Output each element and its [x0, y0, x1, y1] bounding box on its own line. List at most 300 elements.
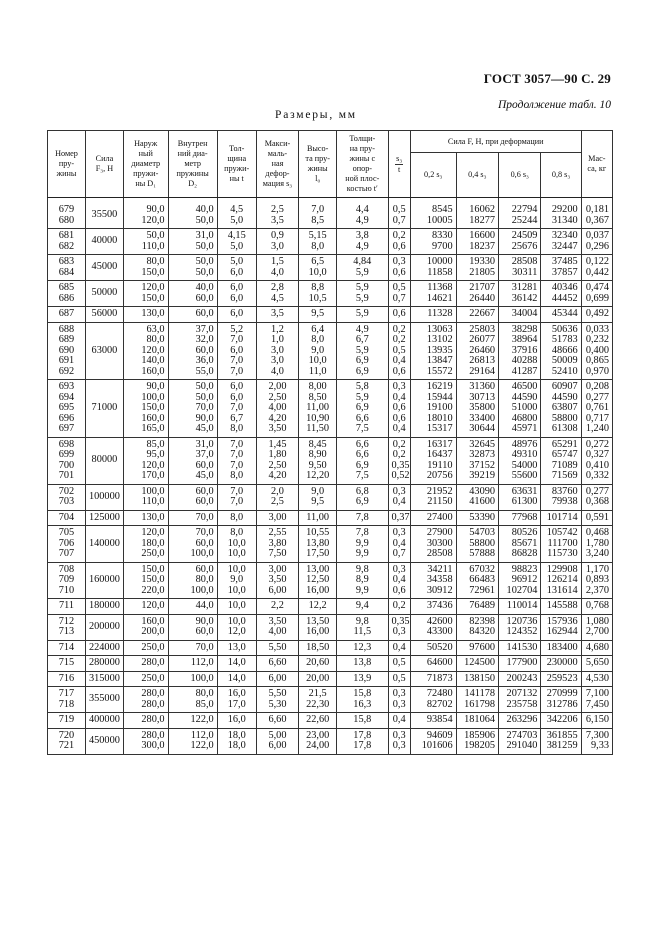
- cell-force-06: [499, 599, 541, 615]
- cell-force-04: [456, 687, 498, 713]
- cell-value: 120,0: [141, 214, 165, 226]
- cell-force-08: [541, 307, 581, 323]
- cell-value: 5,0: [230, 240, 244, 252]
- cell-value: 177900: [506, 657, 538, 668]
- table-row: [48, 614, 613, 640]
- cell-value: 0,4: [392, 423, 406, 434]
- cell-force-04: [456, 640, 498, 656]
- cell-value: 101714: [546, 511, 578, 523]
- cell-value: 15944: [426, 391, 453, 403]
- cell-ratio: [388, 307, 410, 323]
- cell-value: 680: [58, 214, 75, 226]
- cell-value: 38964: [511, 334, 538, 345]
- cell-ratio: [388, 526, 410, 563]
- cell-spring-number: [48, 526, 86, 563]
- cell-value: 708: [58, 563, 75, 575]
- cell-outer-diameter: [123, 229, 168, 255]
- cell-value: 44,0: [195, 600, 214, 611]
- cell-spring-number: [48, 728, 86, 754]
- cell-value: 110014: [506, 600, 538, 611]
- cell-inner-diameter: [168, 229, 217, 255]
- cell-value: 16,0: [227, 714, 246, 725]
- cell-value: 15572: [426, 365, 453, 377]
- cell-value: 1,0: [271, 334, 284, 345]
- cell-value: 30644: [469, 423, 496, 434]
- cell-support-thickness: [337, 198, 388, 229]
- cell-value: 7,0: [230, 365, 244, 377]
- cell-value: 80,0: [195, 688, 214, 699]
- cell-thickness: [217, 687, 256, 713]
- cell-value: 79938: [551, 496, 578, 507]
- cell-height: [299, 484, 337, 510]
- cell-value: 138150: [464, 672, 496, 684]
- cell-max-deformation: [256, 281, 298, 307]
- cell-value: 6,6: [355, 449, 369, 460]
- cell-value: 12,0: [227, 626, 246, 637]
- cell-inner-diameter: [168, 687, 217, 713]
- cell-support-thickness: [337, 437, 388, 484]
- cell-inner-diameter: [168, 671, 217, 687]
- cell-value: 10,0: [227, 615, 246, 627]
- cell-outer-diameter: [123, 671, 168, 687]
- cell-max-deformation: [256, 599, 298, 615]
- cell-spring-number: [48, 437, 86, 484]
- col-header-outer-diameter: [123, 131, 168, 198]
- cell-outer-diameter: [123, 307, 168, 323]
- cell-value: 6,9: [355, 402, 369, 413]
- cell-value: 150,0: [141, 292, 165, 304]
- cell-outer-diameter: [123, 510, 168, 526]
- cell-thickness: [217, 198, 256, 229]
- header-line: жины: [307, 164, 328, 173]
- cell-value: 120,0: [141, 600, 165, 611]
- cell-value: 82702: [426, 698, 453, 710]
- cell-value: 720: [58, 729, 75, 741]
- cell-value: 122,0: [190, 714, 214, 725]
- cell-value: 8,0: [311, 334, 325, 345]
- header-line: Внутрен: [177, 139, 208, 148]
- cell-support-thickness: [337, 713, 388, 729]
- cell-value: 0,272: [585, 438, 609, 450]
- cell-value: 2,2: [271, 600, 284, 611]
- cell-outer-diameter: [123, 281, 168, 307]
- cell-value: 9,8: [355, 563, 369, 575]
- cell-value: 694: [58, 391, 75, 403]
- table-row: [48, 510, 613, 526]
- cell-value: 8,0: [230, 527, 244, 538]
- col-header-support-thickness: [337, 131, 388, 198]
- cell-value: 5,650: [585, 657, 609, 668]
- cell-value: 111700: [547, 537, 578, 549]
- cell-value: 0,7: [392, 214, 406, 226]
- cell-force-02: [410, 671, 456, 687]
- header-line: маль-: [267, 149, 288, 158]
- cell-value: 180,0: [141, 537, 165, 549]
- cell-value: 0,2: [392, 600, 406, 611]
- cell-ratio: [388, 322, 410, 380]
- cell-thickness: [217, 322, 256, 380]
- cell-force: 35500: [85, 198, 123, 229]
- cell-value: 82398: [469, 615, 496, 627]
- cell-value: 13,0: [227, 641, 246, 653]
- cell-value: 0,5: [392, 672, 406, 684]
- cell-value: 19110: [427, 459, 453, 471]
- cell-value: 100,0: [141, 485, 165, 497]
- header-line: на пру-: [349, 144, 375, 153]
- cell-value: 717: [58, 688, 75, 699]
- cell-value: 0,52: [391, 470, 410, 481]
- cell-value: 102704: [506, 584, 538, 596]
- cell-value: 160,0: [141, 365, 165, 377]
- cell-value: 6,150: [585, 714, 609, 725]
- cell-force: 180000: [85, 599, 123, 615]
- cell-inner-diameter: [168, 562, 217, 599]
- cell-value: 4,9: [355, 214, 369, 226]
- cell-force-04: [456, 255, 498, 281]
- cell-value: 0,6: [392, 412, 406, 424]
- cell-value: 6,0: [230, 344, 244, 356]
- cell-value: 120,0: [141, 344, 165, 356]
- cell-force-06: [499, 229, 541, 255]
- cell-force-02: [410, 713, 456, 729]
- cell-value: 18,0: [227, 729, 246, 741]
- standard-header: ГОСТ 3057—90 С. 29: [483, 71, 611, 86]
- cell-value: 0,181: [585, 204, 609, 215]
- cell-max-deformation: [256, 640, 298, 656]
- cell-value: 150,0: [141, 574, 165, 585]
- cell-value: 7,0: [230, 402, 244, 413]
- cell-value: 0,6: [392, 584, 406, 596]
- cell-value: 71089: [551, 459, 578, 471]
- cell-value: 4,530: [585, 672, 609, 684]
- header-line: жины: [56, 169, 77, 178]
- cell-height: [299, 640, 337, 656]
- cell-thickness: [217, 307, 256, 323]
- cell-support-thickness: [337, 599, 388, 615]
- cell-value: 707: [58, 548, 75, 559]
- cell-value: 3,5: [271, 308, 284, 319]
- cell-force-08: [541, 198, 581, 229]
- cell-value: 0,3: [392, 698, 406, 710]
- header-line: ной плос-: [345, 174, 380, 183]
- cell-value: 32873: [469, 449, 496, 460]
- cell-mass: [581, 437, 612, 484]
- cell-value: 50,0: [195, 256, 214, 267]
- cell-value: 12,2: [308, 600, 327, 611]
- cell-value: 160,0: [141, 412, 165, 424]
- cell-value: 122,0: [190, 740, 214, 751]
- cell-value: 4,00: [268, 402, 287, 413]
- table-row: [48, 562, 613, 599]
- col-header-force-06: 0,6 s₃: [499, 153, 541, 198]
- header-line: Толщи-: [349, 134, 376, 143]
- cell-value: 3,0: [271, 355, 284, 366]
- cell-value: 0,4: [392, 537, 406, 549]
- cell-value: 698: [58, 438, 75, 450]
- cell-value: 145588: [546, 600, 578, 611]
- cell-value: 80,0: [146, 334, 165, 345]
- col-header-height: [299, 131, 337, 198]
- col-header-force-02: 0,2 s₃: [410, 153, 456, 198]
- table-row: [48, 322, 613, 380]
- table-row: [48, 526, 613, 563]
- cell-outer-diameter: [123, 437, 168, 484]
- cell-thickness: [217, 255, 256, 281]
- cell-value: 124352: [506, 626, 538, 637]
- cell-value: 18010: [426, 412, 453, 424]
- cell-force: 160000: [85, 562, 123, 599]
- cell-value: 37,0: [195, 323, 214, 335]
- table-row: [48, 671, 613, 687]
- cell-value: 131614: [546, 584, 578, 596]
- cell-mass: [581, 255, 612, 281]
- cell-value: 16317: [426, 438, 453, 450]
- cell-value: 54000: [511, 459, 538, 471]
- cell-value: 24509: [511, 230, 538, 241]
- cell-value: 250,0: [141, 548, 165, 559]
- cell-value: 6,0: [230, 266, 244, 278]
- cell-value: 40346: [551, 282, 578, 293]
- cell-value: 13,00: [306, 563, 330, 575]
- header-line: диаметр: [131, 159, 161, 168]
- cell-value: 77968: [511, 511, 538, 523]
- cell-value: 61300: [511, 496, 538, 507]
- cell-value: 0,893: [585, 574, 609, 585]
- cell-value: 14,0: [227, 672, 246, 684]
- table-row: [48, 656, 613, 672]
- cell-max-deformation: [256, 687, 298, 713]
- cell-value: 29200: [551, 204, 578, 215]
- cell-mass: [581, 307, 612, 323]
- cell-value: 0,6: [392, 402, 406, 413]
- cell-value: 7,0: [230, 449, 244, 460]
- cell-value: 22,30: [306, 698, 330, 710]
- cell-value: 0,3: [392, 688, 406, 699]
- cell-mass: [581, 281, 612, 307]
- cell-force: 63000: [85, 322, 123, 380]
- cell-force-02: [410, 281, 456, 307]
- cell-inner-diameter: [168, 510, 217, 526]
- cell-value: 270999: [546, 688, 578, 699]
- cell-outer-diameter: [123, 640, 168, 656]
- cell-value: 26440: [469, 292, 496, 304]
- cell-value: 688: [58, 323, 75, 335]
- cell-value: 51783: [551, 334, 578, 345]
- cell-ratio: [388, 640, 410, 656]
- cell-value: 0,400: [585, 344, 609, 356]
- cell-value: 10,55: [306, 527, 330, 538]
- cell-value: 34004: [511, 308, 538, 319]
- cell-value: 40288: [511, 355, 538, 366]
- cell-value: 18,0: [227, 740, 246, 751]
- cell-value: 7,0: [230, 438, 244, 450]
- cell-thickness: [217, 281, 256, 307]
- cell-spring-number: [48, 671, 86, 687]
- cell-value: 30912: [426, 584, 453, 596]
- cell-ratio: [388, 728, 410, 754]
- cell-value: 7,450: [585, 698, 609, 710]
- cell-value: 33400: [469, 412, 496, 424]
- cell-value: 9700: [432, 240, 453, 252]
- cell-thickness: [217, 229, 256, 255]
- cell-force-04: [456, 437, 498, 484]
- cell-max-deformation: [256, 322, 298, 380]
- cell-value: 291040: [506, 740, 538, 751]
- cell-inner-diameter: [168, 526, 217, 563]
- cell-value: 97600: [469, 641, 496, 653]
- cell-value: 693: [58, 381, 75, 392]
- cell-value: 8,9: [355, 574, 369, 585]
- cell-value: 72480: [426, 688, 453, 699]
- cell-value: 43300: [426, 626, 453, 637]
- col-header-force: [85, 131, 123, 198]
- header-line: щина: [227, 154, 247, 163]
- cell-value: 9,8: [355, 615, 369, 627]
- cell-value: 701: [58, 470, 75, 481]
- cell-inner-diameter: [168, 322, 217, 380]
- cell-value: 0,5: [392, 282, 406, 293]
- cell-value: 6,60: [268, 657, 287, 668]
- cell-value: 5,9: [355, 292, 369, 304]
- cell-value: 110,0: [141, 496, 165, 507]
- cell-support-thickness: [337, 562, 388, 599]
- cell-value: 11328: [427, 308, 453, 319]
- cell-value: 86828: [511, 548, 538, 559]
- cell-force-08: [541, 281, 581, 307]
- cell-outer-diameter: [123, 562, 168, 599]
- cell-value: 12,20: [306, 470, 330, 481]
- cell-force: 125000: [85, 510, 123, 526]
- header-line: та пру-: [305, 154, 330, 163]
- cell-height: [299, 728, 337, 754]
- cell-force-08: [541, 656, 581, 672]
- cell-value: 54703: [469, 527, 496, 538]
- cell-value: 5,50: [268, 641, 287, 653]
- header-line: D₂: [188, 179, 198, 188]
- cell-value: 13,9: [353, 672, 372, 684]
- cell-support-thickness: [337, 484, 388, 510]
- cell-value: 5,15: [308, 230, 327, 241]
- cell-outer-diameter: [123, 614, 168, 640]
- cell-value: 45344: [551, 308, 578, 319]
- cell-value: 183400: [546, 641, 578, 653]
- cell-inner-diameter: [168, 437, 217, 484]
- table-row: [48, 281, 613, 307]
- cell-force-04: [456, 322, 498, 380]
- cell-value: 686: [58, 292, 75, 304]
- cell-force-02: [410, 198, 456, 229]
- cell-value: 45,0: [195, 470, 214, 481]
- cell-force-06: [499, 640, 541, 656]
- cell-value: 80,0: [146, 256, 165, 267]
- cell-value: 83760: [551, 485, 578, 497]
- cell-mass: [581, 510, 612, 526]
- cell-value: 23,00: [306, 729, 330, 741]
- cell-height: [299, 322, 337, 380]
- cell-value: 7,8: [355, 511, 369, 523]
- cell-value: 713: [58, 626, 75, 637]
- cell-ratio: [388, 484, 410, 510]
- col-header-forces-group: Сила F, Н, при деформации: [410, 131, 581, 153]
- cell-value: 50,0: [195, 381, 214, 392]
- cell-value: 9,4: [355, 600, 369, 611]
- cell-value: 0,5: [392, 344, 406, 356]
- cell-value: 10,0: [227, 600, 246, 611]
- col-header-thickness: [217, 131, 256, 198]
- cell-value: 52410: [551, 365, 578, 377]
- cell-height: [299, 671, 337, 687]
- cell-outer-diameter: [123, 484, 168, 510]
- header-line: са, кг: [587, 164, 607, 173]
- cell-value: 8,0: [311, 240, 325, 252]
- cell-inner-diameter: [168, 614, 217, 640]
- cell-value: 60,0: [195, 537, 214, 549]
- cell-value: 0,3: [392, 729, 406, 741]
- cell-mass: [581, 322, 612, 380]
- cell-value: 6,6: [355, 438, 369, 450]
- cell-value: 711: [58, 600, 75, 611]
- cell-height: [299, 229, 337, 255]
- cell-value: 6,0: [230, 308, 244, 319]
- cell-value: 71873: [426, 672, 453, 684]
- cell-mass: [581, 526, 612, 563]
- header-line: мация s₃: [262, 179, 293, 188]
- cell-force-06: [499, 322, 541, 380]
- cell-force-04: [456, 198, 498, 229]
- cell-value: 12,50: [306, 574, 330, 585]
- cell-value: 16,00: [306, 626, 330, 637]
- cell-value: 704: [58, 511, 75, 523]
- cell-value: 3,80: [268, 537, 287, 549]
- cell-force-04: [456, 307, 498, 323]
- cell-value: 6,5: [311, 256, 325, 267]
- cell-force: 355000: [85, 687, 123, 713]
- cell-value: 705: [58, 527, 75, 538]
- cell-value: 7,5: [355, 423, 369, 434]
- cell-value: 714: [58, 641, 75, 653]
- cell-value: 29164: [469, 365, 496, 377]
- cell-value: 10,90: [306, 412, 330, 424]
- header-line: костью t′: [346, 184, 378, 193]
- cell-value: 3,50: [268, 615, 287, 627]
- cell-thickness: [217, 614, 256, 640]
- cell-value: 699: [58, 449, 75, 460]
- cell-value: 100,0: [190, 548, 214, 559]
- cell-value: 683: [58, 256, 75, 267]
- cell-value: 274703: [506, 729, 538, 741]
- cell-value: 50,0: [195, 214, 214, 226]
- cell-max-deformation: [256, 510, 298, 526]
- cell-force-06: [499, 307, 541, 323]
- cell-value: 1,780: [585, 537, 609, 549]
- cell-value: 4,20: [268, 412, 287, 424]
- cell-value: 685: [58, 282, 75, 293]
- cell-value: 280,0: [141, 657, 165, 668]
- cell-value: 5,9: [355, 282, 369, 293]
- table-row: [48, 307, 613, 323]
- cell-value: 84320: [469, 626, 496, 637]
- cell-value: 7,0: [311, 204, 325, 215]
- cell-height: [299, 510, 337, 526]
- cell-ratio: [388, 687, 410, 713]
- cell-value: 120,0: [141, 459, 165, 471]
- header-line: ны t: [229, 174, 244, 183]
- cell-value: 7,0: [230, 355, 244, 366]
- cell-value: 230000: [546, 657, 578, 668]
- cell-value: 0,4: [392, 391, 406, 403]
- cell-value: 0,6: [392, 365, 406, 377]
- cell-force: 280000: [85, 656, 123, 672]
